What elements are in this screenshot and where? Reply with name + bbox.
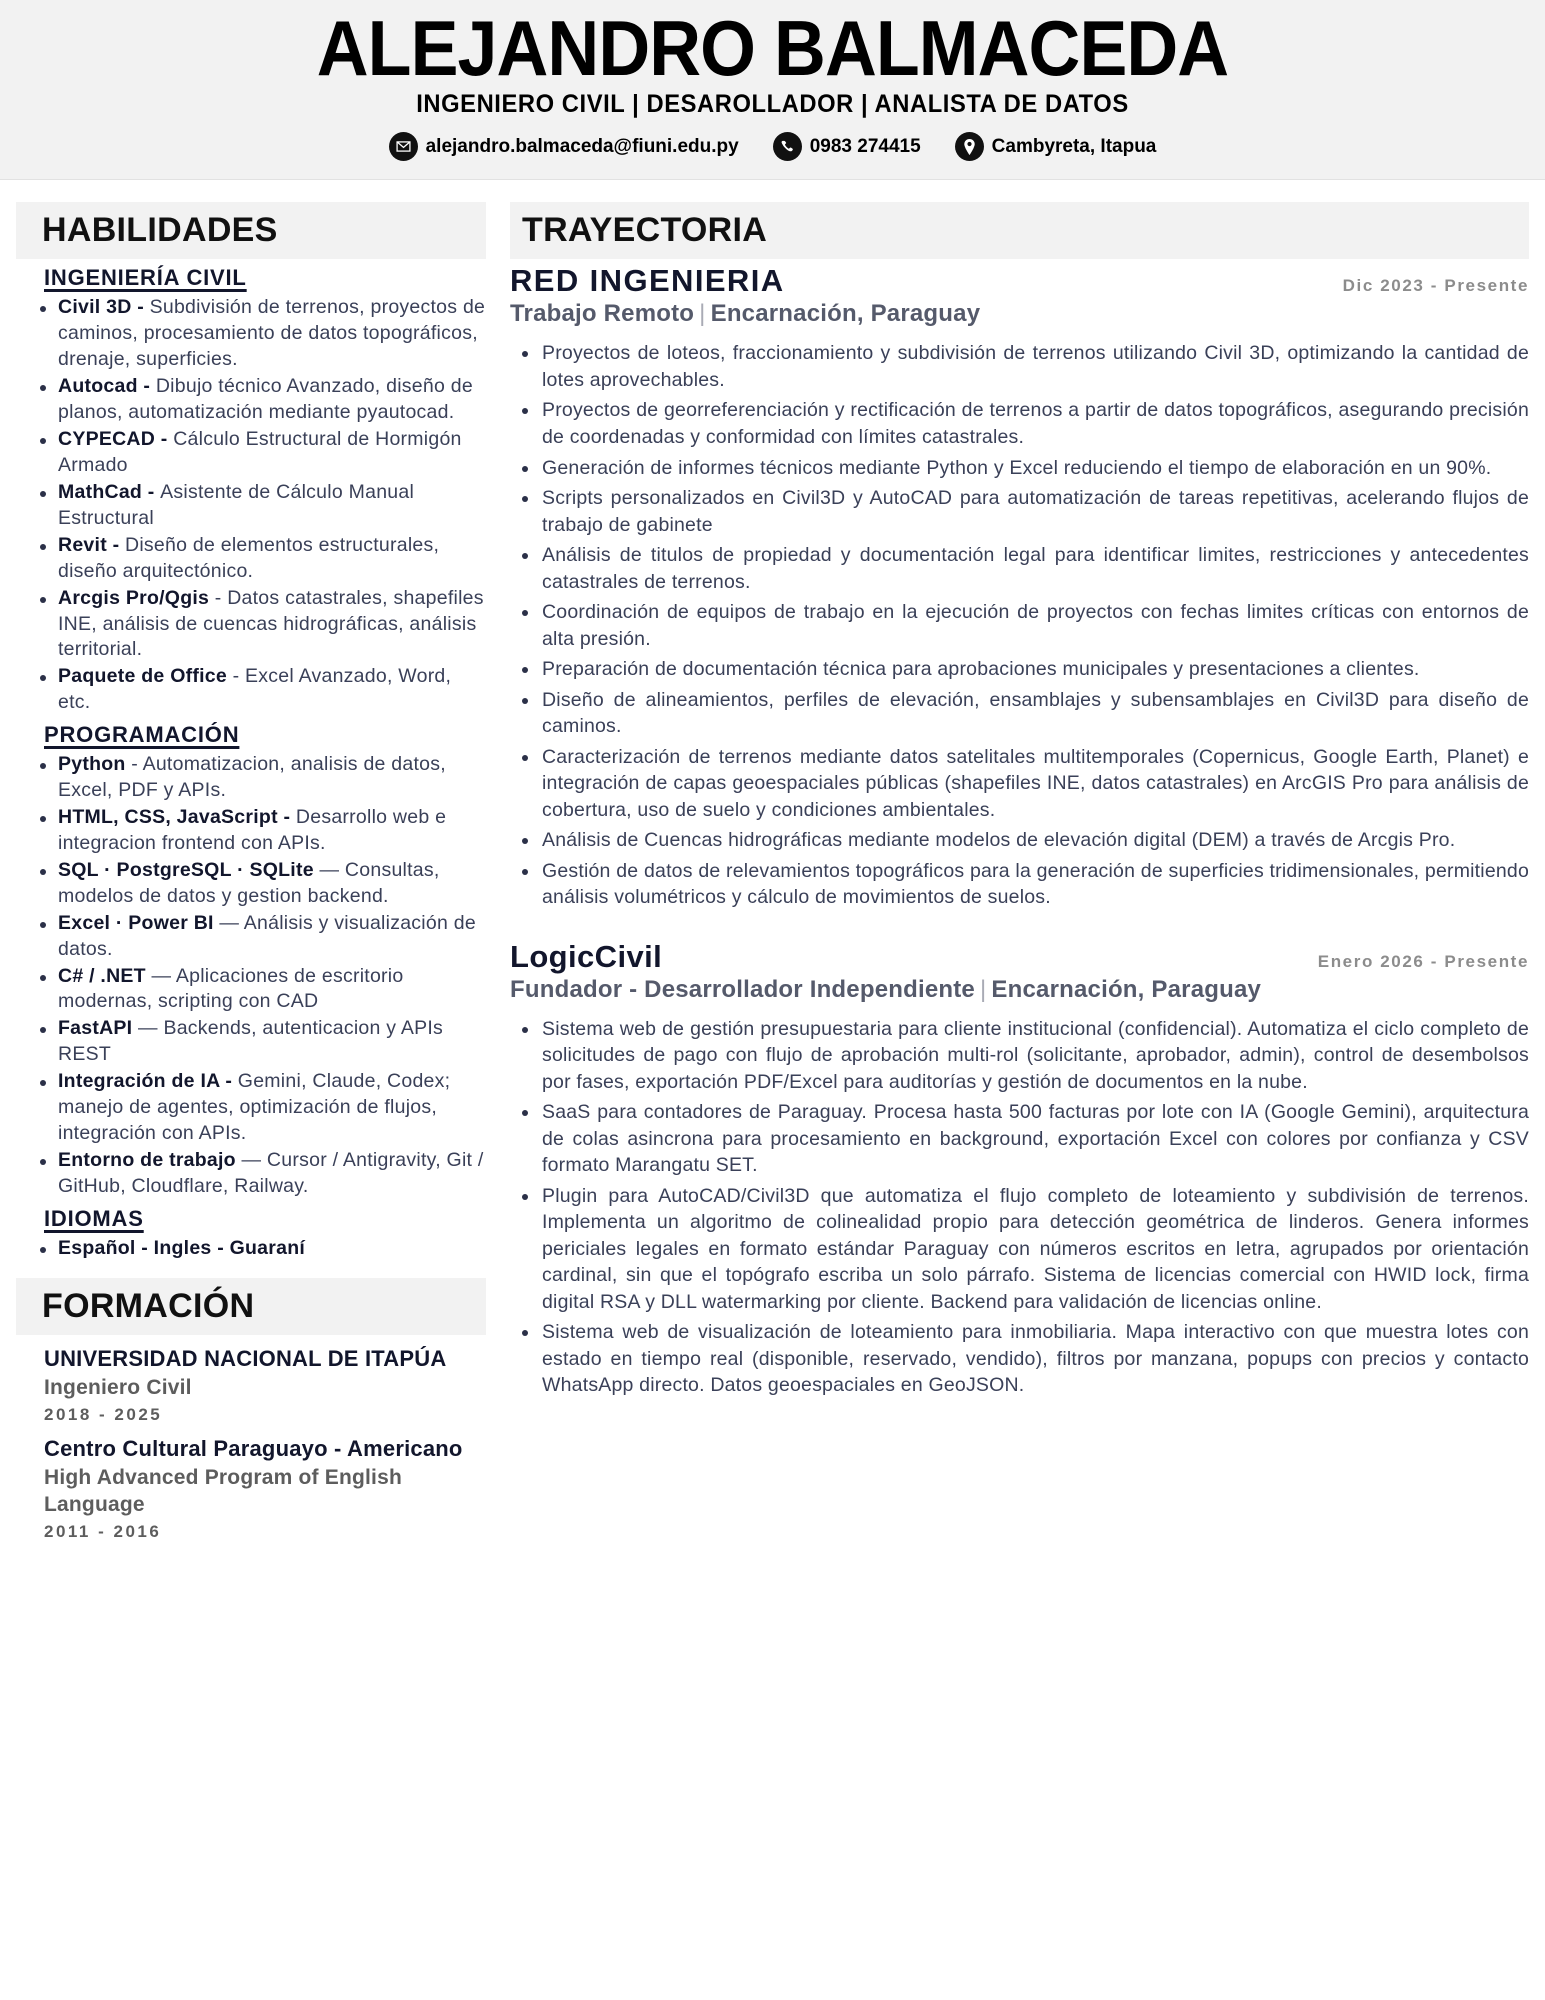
job-dates: Dic 2023 - Presente [1342, 276, 1529, 296]
contact-location-text: Cambyreta, Itapua [991, 135, 1157, 157]
list-item: MathCad - Asistente de Cálculo Manual Estructural [16, 480, 486, 532]
job-header [510, 263, 1529, 299]
job-location: Encarnación, Paraguay [710, 300, 981, 328]
education-degree: Ingeniero Civil [44, 1376, 192, 1400]
list-item: SaaS para contadores de Paraguay. Procesa hasta 500 facturas por lote con IA (Google Gemini), arquitectura de colas asincrona para procesamiento en background, exportación Excel con colores por confianza y CSV formato Marangatu SET. [510, 1099, 1529, 1179]
experience-banner-label: TRAYECTORIA [522, 211, 768, 250]
list-item: Plugin para AutoCAD/Civil3D que automatiza el flujo completo de loteamiento y subdivisión de terrenos. Implementa un algoritmo de colinealidad propio para detección geométrica de linderos. Genera informes periciales legales en formato estándar Paraguay con números escritos en letra, agrupados por orientación cardinal, sin que el topógrafo escriba un solo párrafo. Sistema de licencias comercial con HWID lock, firma digital RSA y DLL watermarking por cliente. Backend para validación de licencias online. [510, 1183, 1529, 1316]
list-item: Gestión de datos de relevamientos topográficos para la generación de superficies tridimensionales, permitiendo análisis volumétricos y cálculo de movimientos de suelos. [510, 858, 1529, 911]
education-years: 2011 - 2016 [44, 1521, 162, 1541]
list-item: Proyectos de loteos, fraccionamiento y subdivisión de terrenos utilizando Civil 3D, optimizando la cantidad de lotes aprovechables. [510, 340, 1529, 393]
skills-banner-label: HABILIDADES [42, 211, 278, 250]
job-location: Encarnación, Paraguay [991, 975, 1262, 1003]
list-item: Arcgis Pro/Qgis - Datos catastrales, shapefiles INE, análisis de cuencas hidrográficas, análisis territorial. [16, 586, 486, 664]
list-item: Español - Ingles - Guaraní [16, 1236, 486, 1262]
list-item: Excel · Power BI — Análisis y visualización de datos. [16, 911, 486, 963]
skill-list-programming [16, 752, 486, 1200]
list-item: Análisis de titulos de propiedad y documentación legal para identificar limites, restricciones y antecedentes catastrales de terrenos. [510, 542, 1529, 595]
job-company: LogicCivil [510, 938, 663, 974]
spacer [510, 915, 1529, 935]
education-entry [44, 1435, 486, 1542]
list-item: Proyectos de georreferenciación y rectificación de terrenos a partir de datos topográficos, asegurando precisión de coordenadas y conformidad con límites catastrales. [510, 397, 1529, 450]
skill-group-civil [16, 265, 486, 716]
job-duty-list [510, 340, 1529, 910]
candidate-headline: INGENIERO CIVIL | DESAROLLADOR | ANALISTA DE DATOS [416, 90, 1129, 119]
job-meta [510, 300, 1529, 328]
sidebar [16, 202, 486, 1541]
contact-phone[interactable] [773, 132, 921, 161]
list-item: Revit - Diseño de elementos estructurales, diseño arquitectónico. [16, 533, 486, 585]
contact-phone-text: 0983 274415 [809, 135, 921, 157]
list-item: Generación de informes técnicos mediante Python y Excel reduciendo el tiempo de elaboración en un 90%. [510, 455, 1529, 482]
contact-row [0, 132, 1545, 161]
experience-column [496, 202, 1529, 1403]
list-item: Sistema web de visualización de loteamiento para inmobiliaria. Mapa interactivo con que muestra lotes con estado en tiempo real (disponible, reservado, vendido), filtros por manzana, popups con precios y contacto WhatsApp directo. Datos geoespaciales en GeoJSON. [510, 1319, 1529, 1399]
list-item: Preparación de documentación técnica para aprobaciones municipales y presentaciones a clientes. [510, 656, 1529, 683]
resume-header [0, 0, 1545, 180]
job-header [510, 939, 1529, 975]
candidate-name: ALEJANDRO BALMACEDA [316, 4, 1229, 92]
contact-email[interactable] [389, 132, 739, 161]
list-item: SQL · PostgreSQL · SQLite — Consultas, modelos de datos y gestion backend. [16, 858, 486, 910]
job-duty-list [510, 1016, 1529, 1399]
list-item: Integración de IA - Gemini, Claude, Codex; manejo de agentes, optimización de flujos, integración con APIs. [16, 1069, 486, 1147]
job-role: Fundador - Desarrollador Independiente [510, 975, 975, 1003]
envelope-icon [389, 132, 418, 161]
education-school: Centro Cultural Paraguayo - Americano [44, 1435, 463, 1461]
contact-email-text: alejandro.balmaceda@fiuni.edu.py [425, 135, 739, 157]
contact-location[interactable] [955, 132, 1157, 161]
skill-group-languages [16, 1206, 486, 1262]
skill-list-languages [16, 1236, 486, 1262]
job-entry-logiccivil [510, 939, 1529, 1399]
list-item: Python - Automatizacion, analisis de datos, Excel, PDF y APIs. [16, 752, 486, 804]
list-item: Paquete de Office - Excel Avanzado, Word, etc. [16, 664, 486, 716]
list-item: Autocad - Dibujo técnico Avanzado, diseño de planos, automatización mediante pyautocad. [16, 374, 486, 426]
location-pin-icon [955, 132, 984, 161]
list-item: CYPECAD - Cálculo Estructural de Hormigón Armado [16, 427, 486, 479]
education-banner-label: FORMACIÓN [42, 1286, 255, 1325]
resume-body [0, 180, 1545, 1567]
list-item: Entorno de trabajo — Cursor / Antigravity, Git / GitHub, Cloudflare, Railway. [16, 1148, 486, 1200]
experience-banner [510, 202, 1529, 259]
education-banner [16, 1278, 486, 1335]
list-item: Diseño de alineamientos, perfiles de elevación, ensamblajes y subensamblajes en Civil3D para diseño de caminos. [510, 687, 1529, 740]
list-item: Civil 3D - Subdivisión de terrenos, proyectos de caminos, procesamiento de datos topográficos, drenaje, superficies. [16, 295, 486, 373]
skill-group-title: PROGRAMACIÓN [44, 722, 240, 748]
list-item: Sistema web de gestión presupuestaria para cliente institucional (confidencial). Automatiza el ciclo completo de solicitudes de pago con flujo de aprobación multi-rol (solicitante, aprobador, admin), control de desembolsos por fases, exportación PDF/Excel para auditorías y gestión de documentos en la nube. [510, 1016, 1529, 1096]
job-entry-red-ingenieria [510, 263, 1529, 910]
education-years: 2018 - 2025 [44, 1404, 163, 1424]
list-item: Caracterización de terrenos mediante datos satelitales multitemporales (Copernicus, Google Earth, Planet) e integración de capas geoespaciales públicas (shapefiles INE, datos catastrales) en ArcGIS Pro para análisis de cobertura, uso de suelo y condiciones ambientales. [510, 744, 1529, 824]
phone-icon [773, 132, 802, 161]
education-entry [44, 1345, 486, 1425]
job-role: Trabajo Remoto [510, 300, 695, 328]
skill-group-programming [16, 722, 486, 1200]
job-company: RED INGENIERIA [510, 263, 785, 299]
meta-separator: | [979, 975, 987, 1003]
education-school: UNIVERSIDAD NACIONAL DE ITAPÚA [44, 1345, 447, 1371]
list-item: Scripts personalizados en Civil3D y AutoCAD para automatización de tareas repetitivas, acelerando flujos de trabajo de gabinete [510, 485, 1529, 538]
list-item: FastAPI — Backends, autenticacion y APIs REST [16, 1016, 486, 1068]
list-item: HTML, CSS, JavaScript - Desarrollo web e integracion frontend con APIs. [16, 805, 486, 857]
skill-list-civil [16, 295, 486, 716]
list-item: Análisis de Cuencas hidrográficas mediante modelos de elevación digital (DEM) a través de Arcgis Pro. [510, 827, 1529, 854]
job-meta [510, 976, 1529, 1004]
meta-separator: | [699, 300, 706, 328]
job-dates: Enero 2026 - Presente [1317, 951, 1529, 971]
list-item: Coordinación de equipos de trabajo en la ejecución de proyectos con fechas limites críticas con entornos de alta presión. [510, 599, 1529, 652]
skills-banner [16, 202, 486, 259]
list-item: C# / .NET — Aplicaciones de escritorio modernas, scripting con CAD [16, 964, 486, 1016]
education-degree: High Advanced Program of English Language [44, 1466, 402, 1517]
skill-group-title: INGENIERÍA CIVIL [44, 265, 247, 291]
skill-group-title: IDIOMAS [44, 1205, 144, 1231]
